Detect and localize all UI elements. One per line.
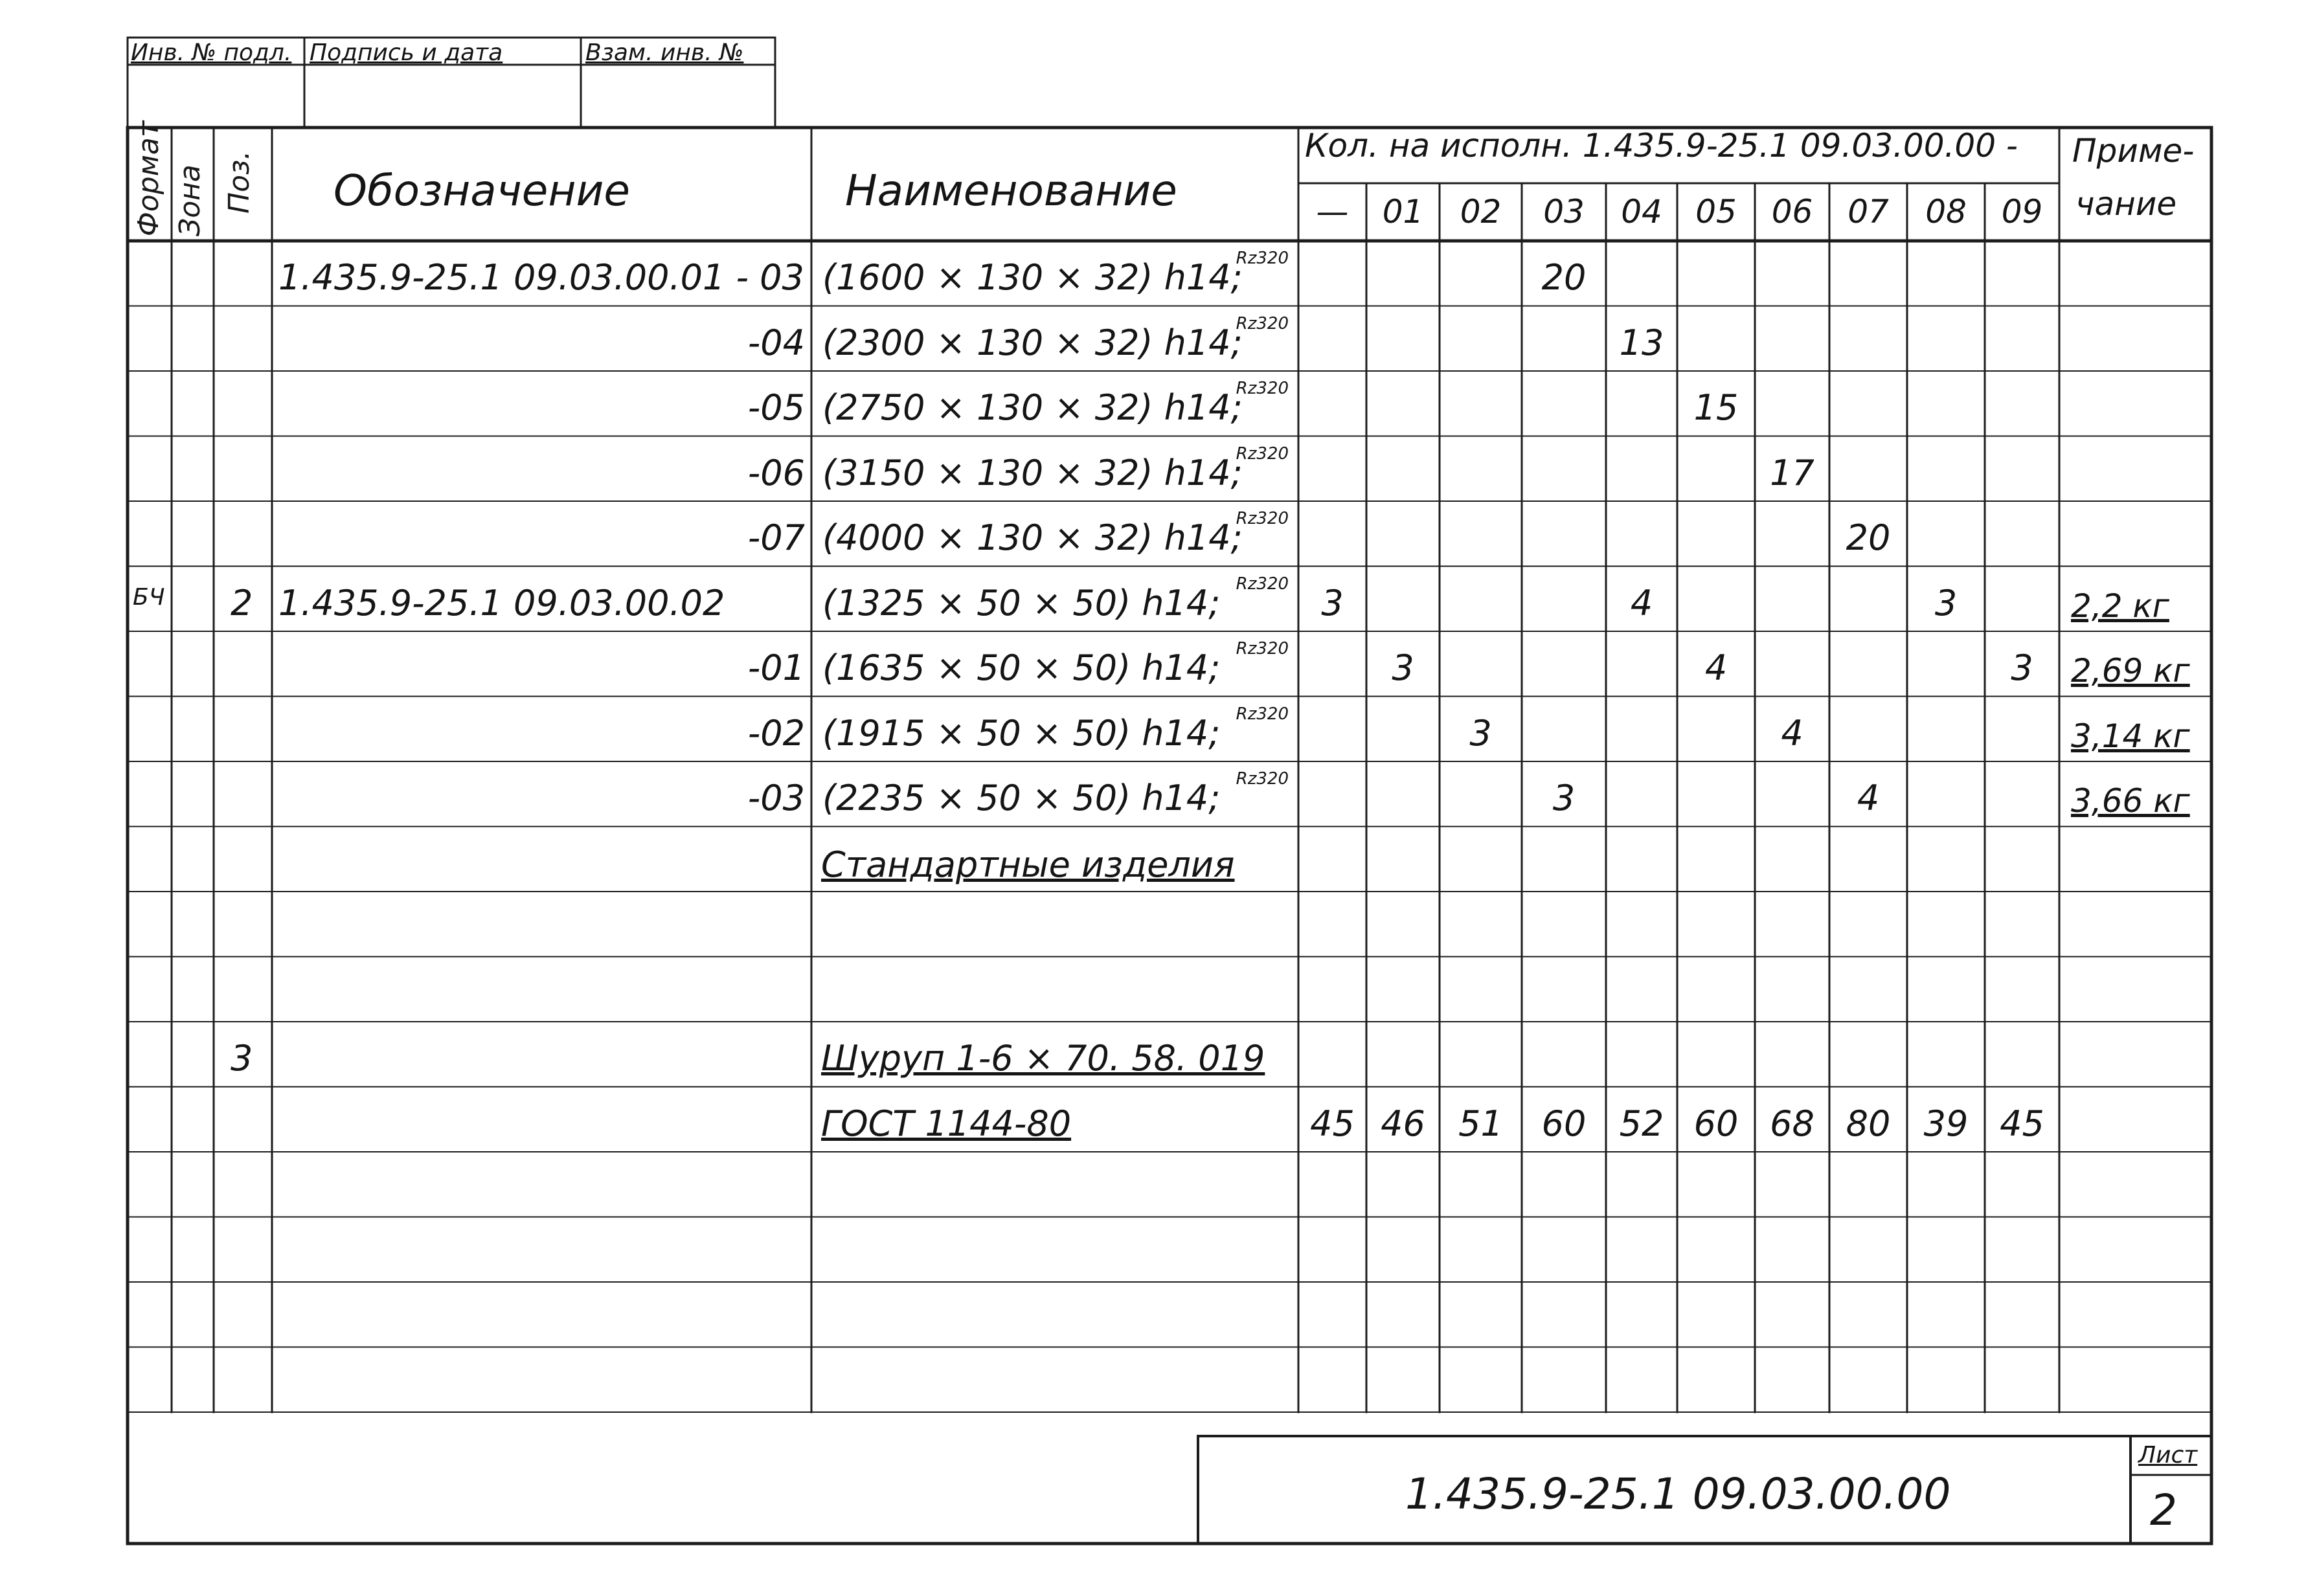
- document-code: 1.435.9-25.1 09.03.00.00: [1405, 1469, 1951, 1519]
- quantity-cell: 46: [1381, 1103, 1425, 1144]
- variant-header-3: 03: [1543, 193, 1585, 230]
- designation-header: Обозначение: [333, 166, 630, 216]
- note-cell: 2,2 кг: [2071, 587, 2169, 625]
- designation-cell: -07: [747, 517, 805, 558]
- inv-no-label: Инв. № подл.: [131, 39, 292, 66]
- name-cell: (3150 × 130 × 32) h14;: [822, 452, 1243, 493]
- name-cell: (1325 × 50 × 50) h14;: [822, 582, 1221, 624]
- quantity-cell: 20: [1846, 517, 1891, 558]
- quantity-cell: 68: [1770, 1103, 1814, 1144]
- variant-header-6: 06: [1771, 193, 1813, 230]
- quantity-cell: 3: [1934, 582, 1958, 624]
- designation-cell: -02: [747, 712, 805, 754]
- name-cell: (1915 × 50 × 50) h14;: [822, 712, 1221, 754]
- sheet-number: 2: [2150, 1485, 2177, 1535]
- roughness-mark: Rz320: [1236, 313, 1289, 333]
- format-header: Формат: [132, 120, 165, 236]
- quantity-cell: 4: [1781, 712, 1803, 754]
- quantity-cell: 3: [2011, 647, 2033, 688]
- section-title: Стандартные изделия: [821, 844, 1235, 885]
- quantity-cell: 3: [1552, 778, 1576, 818]
- designation-cell: -01: [747, 647, 805, 688]
- quantity-cell: 4: [1704, 647, 1728, 688]
- quantity-cell: 17: [1770, 452, 1814, 493]
- quantity-cell: 4: [1630, 582, 1653, 624]
- variant-header-2: 02: [1460, 193, 1502, 230]
- roughness-mark: Rz320: [1236, 509, 1289, 528]
- note-cell: 3,66 кг: [2071, 782, 2190, 820]
- note-header-line1: Приме-: [2072, 132, 2195, 170]
- name-cell: ГОСТ 1144-80: [821, 1103, 1072, 1144]
- quantity-cell: 45: [2000, 1103, 2044, 1144]
- sheet-label: Лист: [2138, 1442, 2198, 1468]
- designation-cell: -03: [747, 778, 805, 818]
- quantity-cell: 39: [1923, 1103, 1969, 1144]
- qty-group-header: Кол. на исполн. 1.435.9-25.1 09.03.00.00 -: [1305, 127, 2018, 164]
- name-cell: (2300 × 130 × 32) h14;: [822, 322, 1243, 363]
- designation-cell: -06: [747, 452, 805, 493]
- variant-header-8: 08: [1925, 193, 1967, 230]
- sign-date-label: Подпись и дата: [310, 39, 503, 66]
- note-cell: 3,14 кг: [2071, 717, 2190, 755]
- name-cell: (2235 × 50 × 50) h14;: [822, 778, 1221, 818]
- roughness-mark: Rz320: [1236, 574, 1289, 594]
- quantity-cell: 45: [1310, 1103, 1355, 1144]
- designation-cell: -04: [747, 322, 805, 363]
- note-header-line2: чание: [2075, 185, 2177, 223]
- designation-cell: 1.435.9-25.1 09.03.00.01 - 03: [278, 257, 804, 298]
- format-cell: БЧ: [133, 583, 165, 611]
- roughness-mark: Rz320: [1236, 769, 1289, 789]
- quantity-cell: 3: [1321, 582, 1344, 624]
- variant-header-0: —: [1316, 193, 1349, 230]
- name-cell: (1600 × 130 × 32) h14;: [822, 257, 1243, 298]
- name-header: Наименование: [845, 166, 1177, 216]
- quantity-cell: 20: [1541, 257, 1587, 298]
- roughness-mark: Rz320: [1236, 639, 1289, 658]
- position-number: 3: [231, 1038, 253, 1079]
- designation-cell: 1.435.9-25.1 09.03.00.02: [278, 582, 725, 624]
- name-cell: (2750 × 130 × 32) h14;: [822, 387, 1243, 428]
- note-cell: 2,69 кг: [2071, 652, 2190, 690]
- position-number: 2: [231, 582, 253, 624]
- variant-header-5: 05: [1695, 193, 1737, 230]
- quantity-cell: 15: [1693, 387, 1739, 428]
- quantity-cell: 3: [1392, 647, 1414, 688]
- quantity-cell: 51: [1458, 1103, 1503, 1144]
- quantity-cell: 13: [1619, 322, 1664, 363]
- quantity-cell: 4: [1857, 778, 1880, 818]
- quantity-cell: 80: [1846, 1103, 1891, 1144]
- variant-header-9: 09: [2001, 193, 2043, 230]
- name-cell: (4000 × 130 × 32) h14;: [822, 517, 1243, 558]
- quantity-cell: 3: [1469, 712, 1492, 754]
- quantity-cell: 52: [1619, 1103, 1664, 1144]
- roughness-mark: Rz320: [1236, 444, 1289, 464]
- quantity-cell: 60: [1541, 1103, 1587, 1144]
- replace-inv-label: Взам. инв. №: [585, 39, 744, 66]
- roughness-mark: Rz320: [1236, 249, 1289, 268]
- roughness-mark: Rz320: [1236, 379, 1289, 398]
- variant-header-7: 07: [1848, 193, 1889, 230]
- name-cell: Шуруп 1-6 × 70. 58. 019: [821, 1038, 1265, 1079]
- variant-header-4: 04: [1621, 193, 1662, 230]
- quantity-cell: 60: [1693, 1103, 1739, 1144]
- roughness-mark: Rz320: [1236, 704, 1289, 724]
- name-cell: (1635 × 50 × 50) h14;: [822, 647, 1221, 688]
- pos-header: Поз.: [223, 150, 256, 214]
- variant-header-1: 01: [1382, 193, 1424, 230]
- designation-cell: -05: [747, 387, 805, 428]
- zone-header: Зона: [174, 164, 207, 236]
